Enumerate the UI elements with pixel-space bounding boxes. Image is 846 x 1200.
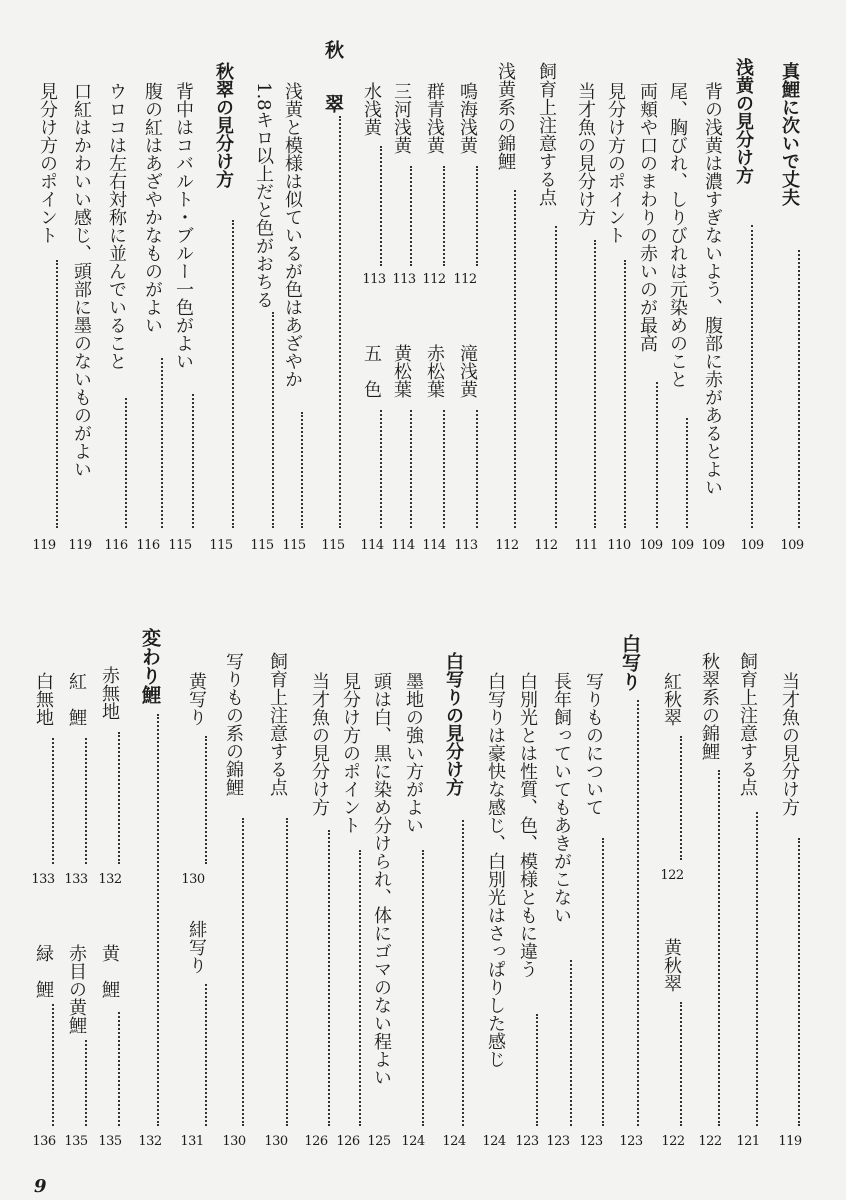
page-ref: 113	[392, 272, 416, 287]
page-ref: 109	[670, 538, 694, 553]
toc-entry: 長年飼っていてもあきがこない	[551, 672, 572, 924]
dot-leader	[118, 1012, 120, 1126]
page-number: 9	[34, 1176, 47, 1197]
page-ref: 122	[660, 868, 684, 883]
toc-entry: 紅秋翠	[661, 672, 682, 726]
toc-heading: 飼育上注意する点	[267, 652, 288, 796]
dot-leader	[380, 146, 382, 266]
toc-heading: 白写りの見分け方	[443, 652, 464, 796]
page-ref: 119	[778, 1134, 802, 1149]
toc-entry: 鳴海浅黄	[457, 82, 478, 154]
dot-leader	[272, 312, 274, 528]
section-title: 白写り	[619, 634, 641, 691]
toc-entry: 口紅はかわいい感じ、頭部に墨のないものがよい	[71, 82, 92, 478]
toc-entry: 黄秋翠	[661, 938, 682, 992]
toc-entry: 黄写り	[186, 672, 207, 726]
toc-heading: 秋翠系の錦鯉	[699, 652, 720, 760]
toc-heading: 写りもの系の錦鯉	[223, 652, 244, 796]
page-ref: 133	[64, 872, 88, 887]
toc-entry: 緋写り	[186, 920, 207, 974]
section-title: 秋 翠	[322, 40, 344, 121]
toc-entry: 黄松葉	[391, 344, 412, 398]
page-ref: 112	[453, 272, 477, 287]
dot-leader	[422, 850, 424, 1126]
dot-leader	[410, 410, 412, 528]
page-ref: 131	[180, 1134, 204, 1149]
page-ref: 132	[138, 1134, 162, 1149]
toc-entry: 当才魚の見分け方	[779, 672, 800, 816]
dot-leader	[680, 1002, 682, 1126]
dot-leader	[718, 770, 720, 1126]
page-ref: 130	[222, 1134, 246, 1149]
toc-entry: 当才魚の見分け方	[309, 672, 330, 816]
toc-entry: 見分け方のポイント	[37, 82, 58, 244]
page-ref: 132	[98, 872, 122, 887]
dot-leader	[359, 850, 361, 1126]
page-ref: 114	[422, 538, 446, 553]
dot-leader	[602, 838, 604, 1126]
page-ref: 125	[367, 1134, 391, 1149]
page-ref: 122	[698, 1134, 722, 1149]
toc-entry: 写りものについて	[583, 672, 604, 816]
page-ref: 112	[422, 272, 446, 287]
page-ref: 109	[701, 538, 725, 553]
toc-entry: 背中はコバルト・ブルー一色がよい	[173, 82, 194, 370]
dot-leader	[205, 984, 207, 1126]
page-ref: 122	[661, 1134, 685, 1149]
dot-leader	[232, 220, 234, 528]
dot-leader	[56, 260, 58, 528]
page-ref: 135	[98, 1134, 122, 1149]
toc-entry: 紅 鯉	[66, 672, 87, 726]
dot-leader	[680, 736, 682, 860]
dot-leader	[656, 382, 658, 528]
toc-entry: 真鯉に次いで丈夫	[779, 62, 800, 206]
dot-leader	[301, 412, 303, 528]
toc-heading: 浅黄の見分け方	[733, 58, 754, 184]
dot-leader	[637, 700, 639, 1126]
dot-leader	[798, 838, 800, 1126]
dot-leader	[686, 418, 688, 528]
dot-leader	[380, 410, 382, 528]
page-ref: 112	[495, 538, 519, 553]
toc-entry: 墨地の強い方がよい	[403, 672, 424, 834]
toc-entry: 頭は白、黒に染め分けられ、体にゴマのない程よい	[371, 672, 392, 1086]
dot-leader	[125, 398, 127, 528]
dot-leader	[192, 394, 194, 528]
page-ref: 126	[336, 1134, 360, 1149]
dot-leader	[798, 250, 800, 528]
page-ref: 136	[32, 1134, 56, 1149]
page-ref: 112	[534, 538, 558, 553]
toc-heading: 秋翠の見分け方	[213, 62, 234, 188]
page-ref: 113	[454, 538, 478, 553]
toc-entry: 五 色	[361, 344, 382, 398]
dot-leader	[328, 830, 330, 1126]
toc-entry: 背の浅黄は濃すぎないよう、腹部に赤があるとよい	[702, 82, 723, 496]
page-ref: 124	[442, 1134, 466, 1149]
toc-entry: 白別光とは性質、色、模様ともに違う	[517, 672, 538, 978]
dot-leader	[462, 820, 464, 1126]
toc-entry: 当才魚の見分け方	[575, 82, 596, 226]
dot-leader	[52, 738, 54, 864]
dot-leader	[410, 166, 412, 266]
dot-leader	[443, 410, 445, 528]
dot-leader	[286, 818, 288, 1126]
toc-entry: 両頬や口のまわりの赤いのが最高	[637, 82, 658, 352]
page-ref: 126	[304, 1134, 328, 1149]
page-ref: 111	[574, 538, 598, 553]
page-ref: 124	[482, 1134, 506, 1149]
page-ref: 121	[736, 1134, 760, 1149]
page-ref: 123	[515, 1134, 539, 1149]
toc-heading: 飼育上注意する点	[536, 62, 557, 206]
dot-leader	[536, 1014, 538, 1126]
dot-leader	[756, 812, 758, 1126]
page-ref: 110	[607, 538, 631, 553]
dot-leader	[476, 410, 478, 528]
toc-entry: 黄 鯉	[99, 944, 120, 998]
toc-entry: 赤無地	[99, 666, 120, 720]
page-ref: 115	[321, 538, 345, 553]
toc-entry: 水浅黄	[361, 82, 382, 136]
dot-leader	[205, 736, 207, 864]
toc-entry: 白無地	[33, 672, 54, 726]
section-title: 変わり鯉	[139, 628, 161, 704]
dot-leader	[476, 166, 478, 266]
toc-entry: 1.8キロ以上だと色がおちる	[253, 82, 274, 309]
dot-leader	[85, 1040, 87, 1126]
toc-entry: 群青浅黄	[424, 82, 445, 154]
dot-leader	[52, 1004, 54, 1126]
toc-entry: 滝浅黄	[457, 344, 478, 398]
page-ref: 119	[68, 538, 92, 553]
page-ref: 114	[391, 538, 415, 553]
dot-leader	[118, 732, 120, 864]
dot-leader	[242, 818, 244, 1126]
page-ref: 123	[546, 1134, 570, 1149]
page-ref: 115	[282, 538, 306, 553]
page-ref: 130	[181, 872, 205, 887]
toc-heading: 飼育上注意する点	[737, 652, 758, 796]
dot-leader	[555, 226, 557, 528]
dot-leader	[161, 358, 163, 528]
dot-leader	[624, 260, 626, 528]
page-ref: 109	[639, 538, 663, 553]
page-ref: 135	[64, 1134, 88, 1149]
page-ref: 115	[209, 538, 233, 553]
toc-entry: 見分け方のポイント	[340, 672, 361, 834]
toc-entry: 浅黄と模様は似ているが色はあざやか	[282, 82, 303, 388]
dot-leader	[85, 738, 87, 864]
toc-entry: 緑 鯉	[33, 944, 54, 998]
page-ref: 114	[360, 538, 384, 553]
page-ref: 124	[401, 1134, 425, 1149]
toc-entry: 尾、胸びれ、しりびれは元染めのこと	[667, 82, 688, 388]
dot-leader	[339, 116, 341, 528]
dot-leader	[514, 190, 516, 528]
toc-entry: ウロコは左右対称に並んでいること	[106, 82, 127, 370]
dot-leader	[443, 166, 445, 266]
page-ref: 115	[250, 538, 274, 553]
page-ref: 123	[579, 1134, 603, 1149]
toc-entry: 赤目の黄鯉	[66, 944, 87, 1034]
page-ref: 119	[32, 538, 56, 553]
toc-entry: 三河浅黄	[391, 82, 412, 154]
page-ref: 123	[619, 1134, 643, 1149]
toc-entry: 腹の紅はあざやかなものがよい	[142, 82, 163, 334]
toc-entry: 見分け方のポイント	[605, 82, 626, 244]
page-ref: 116	[104, 538, 128, 553]
page-ref: 113	[362, 272, 386, 287]
dot-leader	[570, 960, 572, 1126]
page-ref: 109	[740, 538, 764, 553]
page-ref: 116	[136, 538, 160, 553]
dot-leader	[594, 240, 596, 528]
page-ref: 130	[264, 1134, 288, 1149]
page-ref: 133	[31, 872, 55, 887]
dot-leader	[751, 225, 753, 528]
toc-entry: 白写りは豪快な感じ、白別光はさっぱりした感じ	[485, 672, 506, 1068]
page-ref: 115	[168, 538, 192, 553]
toc-entry: 赤松葉	[424, 344, 445, 398]
page-ref: 109	[780, 538, 804, 553]
toc-heading: 浅黄系の錦鯉	[495, 62, 516, 170]
dot-leader	[157, 714, 159, 1126]
